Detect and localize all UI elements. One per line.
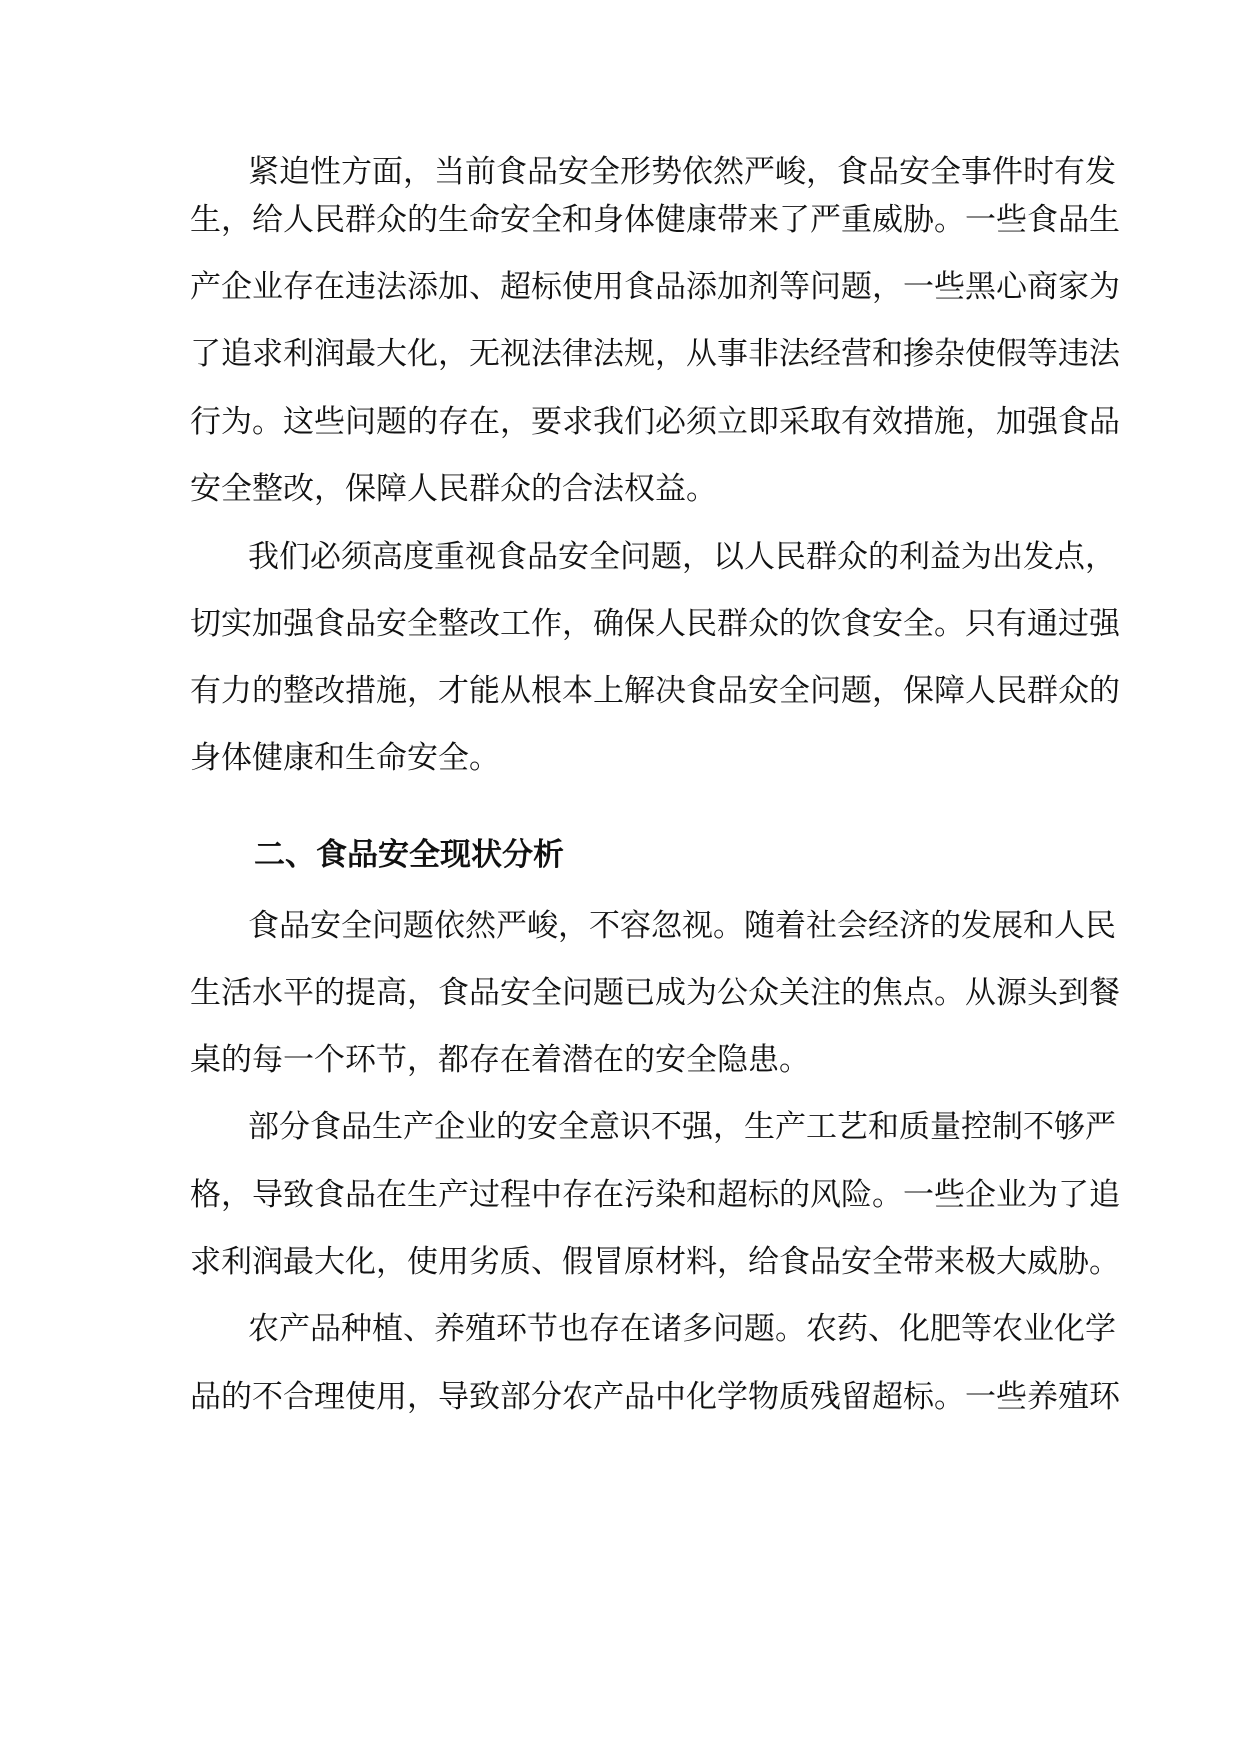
paragraph-1-line-6: 安全整改，保障人民群众的合法权益。 bbox=[190, 471, 717, 507]
paragraph-2-line-4: 身体健康和生命安全。 bbox=[190, 740, 500, 776]
paragraph-3-line-1: 食品安全问题依然严峻，不容忽视。随着社会经济的发展和人民 bbox=[248, 908, 1116, 944]
paragraph-1-line-2: 生，给人民群众的生命安全和身体健康带来了严重威胁。一些食品生 bbox=[190, 202, 1120, 238]
section-heading: 二、食品安全现状分析 bbox=[254, 837, 564, 873]
paragraph-3-line-3: 桌的每一个环节，都存在着潜在的安全隐患。 bbox=[190, 1042, 810, 1078]
paragraph-4-line-3: 求利润最大化，使用劣质、假冒原材料，给食品安全带来极大威胁。 bbox=[190, 1244, 1120, 1280]
paragraph-5-line-2: 品的不合理使用，导致部分农产品中化学物质残留超标。一些养殖环 bbox=[190, 1379, 1120, 1415]
paragraph-1-line-4: 了追求利润最大化，无视法律法规，从事非法经营和掺杂使假等违法 bbox=[190, 336, 1120, 372]
paragraph-4-line-1: 部分食品生产企业的安全意识不强，生产工艺和质量控制不够严 bbox=[248, 1109, 1116, 1145]
paragraph-1-line-3: 产企业存在违法添加、超标使用食品添加剂等问题，一些黑心商家为 bbox=[190, 269, 1120, 305]
paragraph-1-line-5: 行为。这些问题的存在，要求我们必须立即采取有效措施，加强食品 bbox=[190, 404, 1120, 440]
paragraph-3-line-2: 生活水平的提高，食品安全问题已成为公众关注的焦点。从源头到餐 bbox=[190, 975, 1120, 1011]
paragraph-4-line-2: 格，导致食品在生产过程中存在污染和超标的风险。一些企业为了追 bbox=[190, 1177, 1120, 1213]
paragraph-2-line-3: 有力的整改措施，才能从根本上解决食品安全问题，保障人民群众的 bbox=[190, 673, 1120, 709]
paragraph-1-line-1: 紧迫性方面，当前食品安全形势依然严峻，食品安全事件时有发 bbox=[248, 154, 1116, 190]
paragraph-2-line-1: 我们必须高度重视食品安全问题，以人民群众的利益为出发点， bbox=[248, 539, 1116, 575]
paragraph-5-line-1: 农产品种植、养殖环节也存在诸多问题。农药、化肥等农业化学 bbox=[248, 1311, 1116, 1347]
paragraph-2-line-2: 切实加强食品安全整改工作，确保人民群众的饮食安全。只有通过强 bbox=[190, 606, 1120, 642]
